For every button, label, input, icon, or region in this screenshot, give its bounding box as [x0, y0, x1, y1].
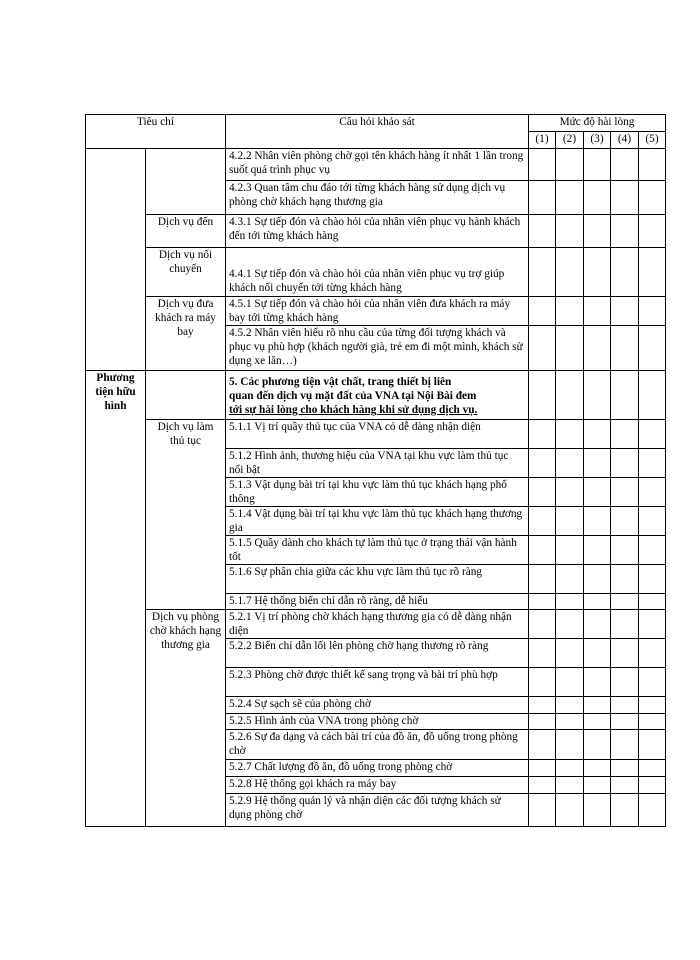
section-5-line-3: tới sự hài lòng cho khách hàng khi sử dụng dịch vụ. [229, 404, 478, 416]
rating-cell[interactable] [584, 149, 611, 181]
rating-cell[interactable] [529, 639, 556, 668]
rating-cell[interactable] [584, 730, 611, 760]
rating-cell[interactable] [611, 297, 639, 326]
rating-cell[interactable] [556, 610, 584, 639]
section-5-line-2: quan đến dịch vụ mặt đất của VNA tại Nội Bài đem [229, 390, 477, 402]
rating-cell[interactable] [611, 248, 639, 297]
rating-cell[interactable] [611, 777, 639, 794]
rating-cell[interactable] [639, 420, 666, 449]
group-tangibles: Phương tiện hữu hình [86, 371, 146, 827]
level-5-header: (5) [639, 132, 666, 149]
rating-cell[interactable] [556, 449, 584, 478]
rating-cell[interactable] [639, 777, 666, 794]
rating-cell[interactable] [529, 181, 556, 215]
rating-cell[interactable] [611, 697, 639, 714]
rating-cell[interactable] [556, 594, 584, 610]
rating-cell[interactable] [639, 326, 666, 371]
question-5-2-4: 5.2.4 Sự sạch sẽ của phòng chờ [226, 697, 529, 714]
rating-cell[interactable] [639, 449, 666, 478]
rating-cell[interactable] [556, 507, 584, 536]
rating-cell[interactable] [584, 639, 611, 668]
question-5-2-1: 5.2.1 Vị trí phòng chờ khách hạng thương gia có dễ dàng nhận diện [226, 610, 529, 639]
rating-cell[interactable] [556, 248, 584, 297]
rating-cell[interactable] [611, 760, 639, 777]
question-5-1-7: 5.1.7 Hệ thống biển chỉ dẫn rõ ràng, dễ hiểu [226, 594, 529, 610]
question-4-5-1: 4.5.1 Sự tiếp đón và chào hỏi của nhân viên đưa khách ra máy bay tới từng khách hàng [226, 297, 529, 326]
question-5-1-4: 5.1.4 Vật dụng bài trí tại khu vực làm thủ tục khách hạng thương gia [226, 507, 529, 536]
rating-cell[interactable] [639, 248, 666, 297]
rating-cell[interactable] [639, 760, 666, 777]
rating-cell[interactable] [584, 760, 611, 777]
rating-cell[interactable] [529, 149, 556, 181]
rating-cell[interactable] [584, 714, 611, 730]
rating-cell[interactable] [639, 507, 666, 536]
rating-cell[interactable] [556, 697, 584, 714]
rating-cell[interactable] [584, 697, 611, 714]
question-4-3-1: 4.3.1 Sự tiếp đón và chào hỏi của nhân viên phục vụ hành khách đến tới từng khách hàng [226, 215, 529, 248]
criteria-header: Tiêu chí [86, 115, 226, 149]
question-5-1-1: 5.1.1 Vị trí quầy thủ tục của VNA có dễ dàng nhận diện [226, 420, 529, 449]
subgroup-checkin-service: Dịch vụ làm thủ tục [146, 420, 226, 610]
rating-cell[interactable] [639, 697, 666, 714]
subgroup-business-lounge: Dịch vụ phòng chờ khách hạng thương gia [146, 610, 226, 827]
rating-cell[interactable] [584, 478, 611, 507]
rating-cell[interactable] [556, 565, 584, 594]
rating-cell[interactable] [584, 668, 611, 697]
rating-cell[interactable] [556, 639, 584, 668]
rating-cell[interactable] [639, 149, 666, 181]
rating-cell[interactable] [611, 794, 639, 827]
rating-cell[interactable] [529, 215, 556, 248]
subgroup-connecting-service: Dịch vụ nối chuyến [146, 248, 226, 297]
rating-cell[interactable] [639, 371, 666, 420]
rating-cell[interactable] [556, 536, 584, 565]
rating-cell[interactable] [639, 668, 666, 697]
rating-cell[interactable] [584, 777, 611, 794]
question-5-1-3: 5.1.3 Vật dụng bài trí tại khu vực làm thủ tục khách hạng phổ thông [226, 478, 529, 507]
rating-cell[interactable] [611, 730, 639, 760]
rating-cell[interactable] [584, 794, 611, 827]
rating-cell[interactable] [639, 215, 666, 248]
rating-cell[interactable] [529, 697, 556, 714]
question-5-2-2: 5.2.2 Biển chỉ dẫn lối lên phòng chờ hạng thương rõ ràng [226, 639, 529, 668]
section-5-heading [226, 371, 529, 420]
rating-cell[interactable] [529, 326, 556, 371]
rating-cell[interactable] [529, 536, 556, 565]
rating-cell[interactable] [639, 594, 666, 610]
rating-cell[interactable] [611, 420, 639, 449]
rating-cell[interactable] [611, 449, 639, 478]
rating-cell[interactable] [611, 565, 639, 594]
survey-table [85, 114, 666, 827]
rating-cell[interactable] [611, 215, 639, 248]
section-5-line-1: 5. Các phương tiện vật chất, trang thiết bị liên [229, 376, 452, 388]
rating-cell[interactable] [529, 714, 556, 730]
rating-cell[interactable] [529, 449, 556, 478]
rating-cell[interactable] [529, 730, 556, 760]
question-header: Câu hỏi khảo sát [226, 115, 529, 149]
rating-cell[interactable] [529, 777, 556, 794]
level-2-header: (2) [556, 132, 584, 149]
rating-cell[interactable] [639, 610, 666, 639]
rating-cell[interactable] [529, 794, 556, 827]
rating-cell[interactable] [556, 149, 584, 181]
rating-cell[interactable] [556, 760, 584, 777]
rating-cell[interactable] [639, 639, 666, 668]
rating-cell[interactable] [611, 714, 639, 730]
rating-cell[interactable] [529, 507, 556, 536]
question-5-1-6: 5.1.6 Sự phân chia giữa các khu vực làm thủ tục rõ ràng [226, 565, 529, 594]
level-1-header: (1) [529, 132, 556, 149]
rating-cell[interactable] [584, 610, 611, 639]
question-5-2-8: 5.2.8 Hệ thống gọi khách ra máy bay [226, 777, 529, 794]
rating-cell[interactable] [556, 777, 584, 794]
rating-cell[interactable] [556, 730, 584, 760]
group-cell-continued [86, 149, 146, 371]
rating-cell[interactable] [584, 536, 611, 565]
rating-cell[interactable] [584, 181, 611, 215]
satisfaction-scale-header: Mức độ hài lòng [529, 115, 666, 132]
rating-cell[interactable] [639, 181, 666, 215]
rating-cell[interactable] [584, 371, 611, 420]
rating-cell[interactable] [611, 181, 639, 215]
rating-cell[interactable] [639, 730, 666, 760]
rating-cell[interactable] [529, 420, 556, 449]
level-3-header: (3) [584, 132, 611, 149]
question-5-1-2: 5.1.2 Hình ảnh, thương hiệu của VNA tại khu vực làm thủ tục nổi bật [226, 449, 529, 478]
subgroup-cell-empty [146, 371, 226, 420]
question-5-1-5: 5.1.5 Quầy dành cho khách tự làm thủ tục ở trạng thái vận hành tốt [226, 536, 529, 565]
rating-cell[interactable] [611, 610, 639, 639]
rating-cell[interactable] [611, 536, 639, 565]
question-4-2-2: 4.2.2 Nhân viên phòng chờ gọi tên khách hàng ít nhất 1 lần trong suốt quá trình phục vụ [226, 149, 529, 181]
rating-cell[interactable] [639, 565, 666, 594]
rating-cell[interactable] [529, 371, 556, 420]
rating-cell[interactable] [584, 507, 611, 536]
question-4-5-2: 4.5.2 Nhân viên hiểu rõ nhu cầu của từng đối tượng khách và phục vụ phù hợp (khách người già, trẻ em đi một mình, khách sử dụng xe lăn…) [226, 326, 529, 371]
rating-cell[interactable] [584, 215, 611, 248]
rating-cell[interactable] [639, 297, 666, 326]
question-5-2-7: 5.2.7 Chất lượng đồ ăn, đồ uống trong phòng chờ [226, 760, 529, 777]
rating-cell[interactable] [611, 594, 639, 610]
rating-cell[interactable] [584, 420, 611, 449]
question-5-2-3: 5.2.3 Phòng chờ được thiết kế sang trọng và bài trí phù hợp [226, 668, 529, 697]
rating-cell[interactable] [584, 326, 611, 371]
rating-cell[interactable] [611, 668, 639, 697]
rating-cell[interactable] [556, 371, 584, 420]
rating-cell[interactable] [556, 420, 584, 449]
subgroup-cell-continued [146, 149, 226, 215]
question-5-2-9: 5.2.9 Hệ thống quản lý và nhận diện các đối tượng khách sử dụng phòng chờ [226, 794, 529, 827]
rating-cell[interactable] [529, 610, 556, 639]
question-5-2-6: 5.2.6 Sự đa dạng và cách bài trí của đồ ăn, đồ uống trong phòng chờ [226, 730, 529, 760]
rating-cell[interactable] [529, 248, 556, 297]
rating-cell[interactable] [556, 326, 584, 371]
rating-cell[interactable] [584, 449, 611, 478]
rating-cell[interactable] [611, 149, 639, 181]
rating-cell[interactable] [584, 248, 611, 297]
rating-cell[interactable] [584, 297, 611, 326]
rating-cell[interactable] [556, 215, 584, 248]
rating-cell[interactable] [556, 714, 584, 730]
rating-cell[interactable] [584, 565, 611, 594]
subgroup-boarding-service: Dịch vụ đưa khách ra máy bay [146, 297, 226, 371]
rating-cell[interactable] [639, 478, 666, 507]
rating-cell[interactable] [611, 507, 639, 536]
rating-cell[interactable] [529, 297, 556, 326]
rating-cell[interactable] [611, 326, 639, 371]
rating-cell[interactable] [556, 794, 584, 827]
rating-cell[interactable] [611, 371, 639, 420]
rating-cell[interactable] [584, 594, 611, 610]
rating-cell[interactable] [556, 478, 584, 507]
question-4-4-1: 4.4.1 Sự tiếp đón và chào hỏi của nhân viên phục vụ trợ giúp khách nối chuyến tới từng khách hàng [226, 248, 529, 297]
rating-cell[interactable] [529, 668, 556, 697]
level-4-header: (4) [611, 132, 639, 149]
question-5-2-5: 5.2.5 Hình ảnh của VNA trong phòng chờ [226, 714, 529, 730]
rating-cell[interactable] [639, 714, 666, 730]
rating-cell[interactable] [529, 565, 556, 594]
rating-cell[interactable] [529, 478, 556, 507]
rating-cell[interactable] [556, 297, 584, 326]
question-4-2-3: 4.2.3 Quan tâm chu đáo tới từng khách hàng sử dụng dịch vụ phòng chờ khách hạng thương gia [226, 181, 529, 215]
rating-cell[interactable] [611, 639, 639, 668]
rating-cell[interactable] [556, 181, 584, 215]
subgroup-arrival-service: Dịch vụ đến [146, 215, 226, 248]
rating-cell[interactable] [556, 668, 584, 697]
rating-cell[interactable] [529, 594, 556, 610]
rating-cell[interactable] [639, 536, 666, 565]
rating-cell[interactable] [611, 478, 639, 507]
rating-cell[interactable] [639, 794, 666, 827]
rating-cell[interactable] [529, 760, 556, 777]
